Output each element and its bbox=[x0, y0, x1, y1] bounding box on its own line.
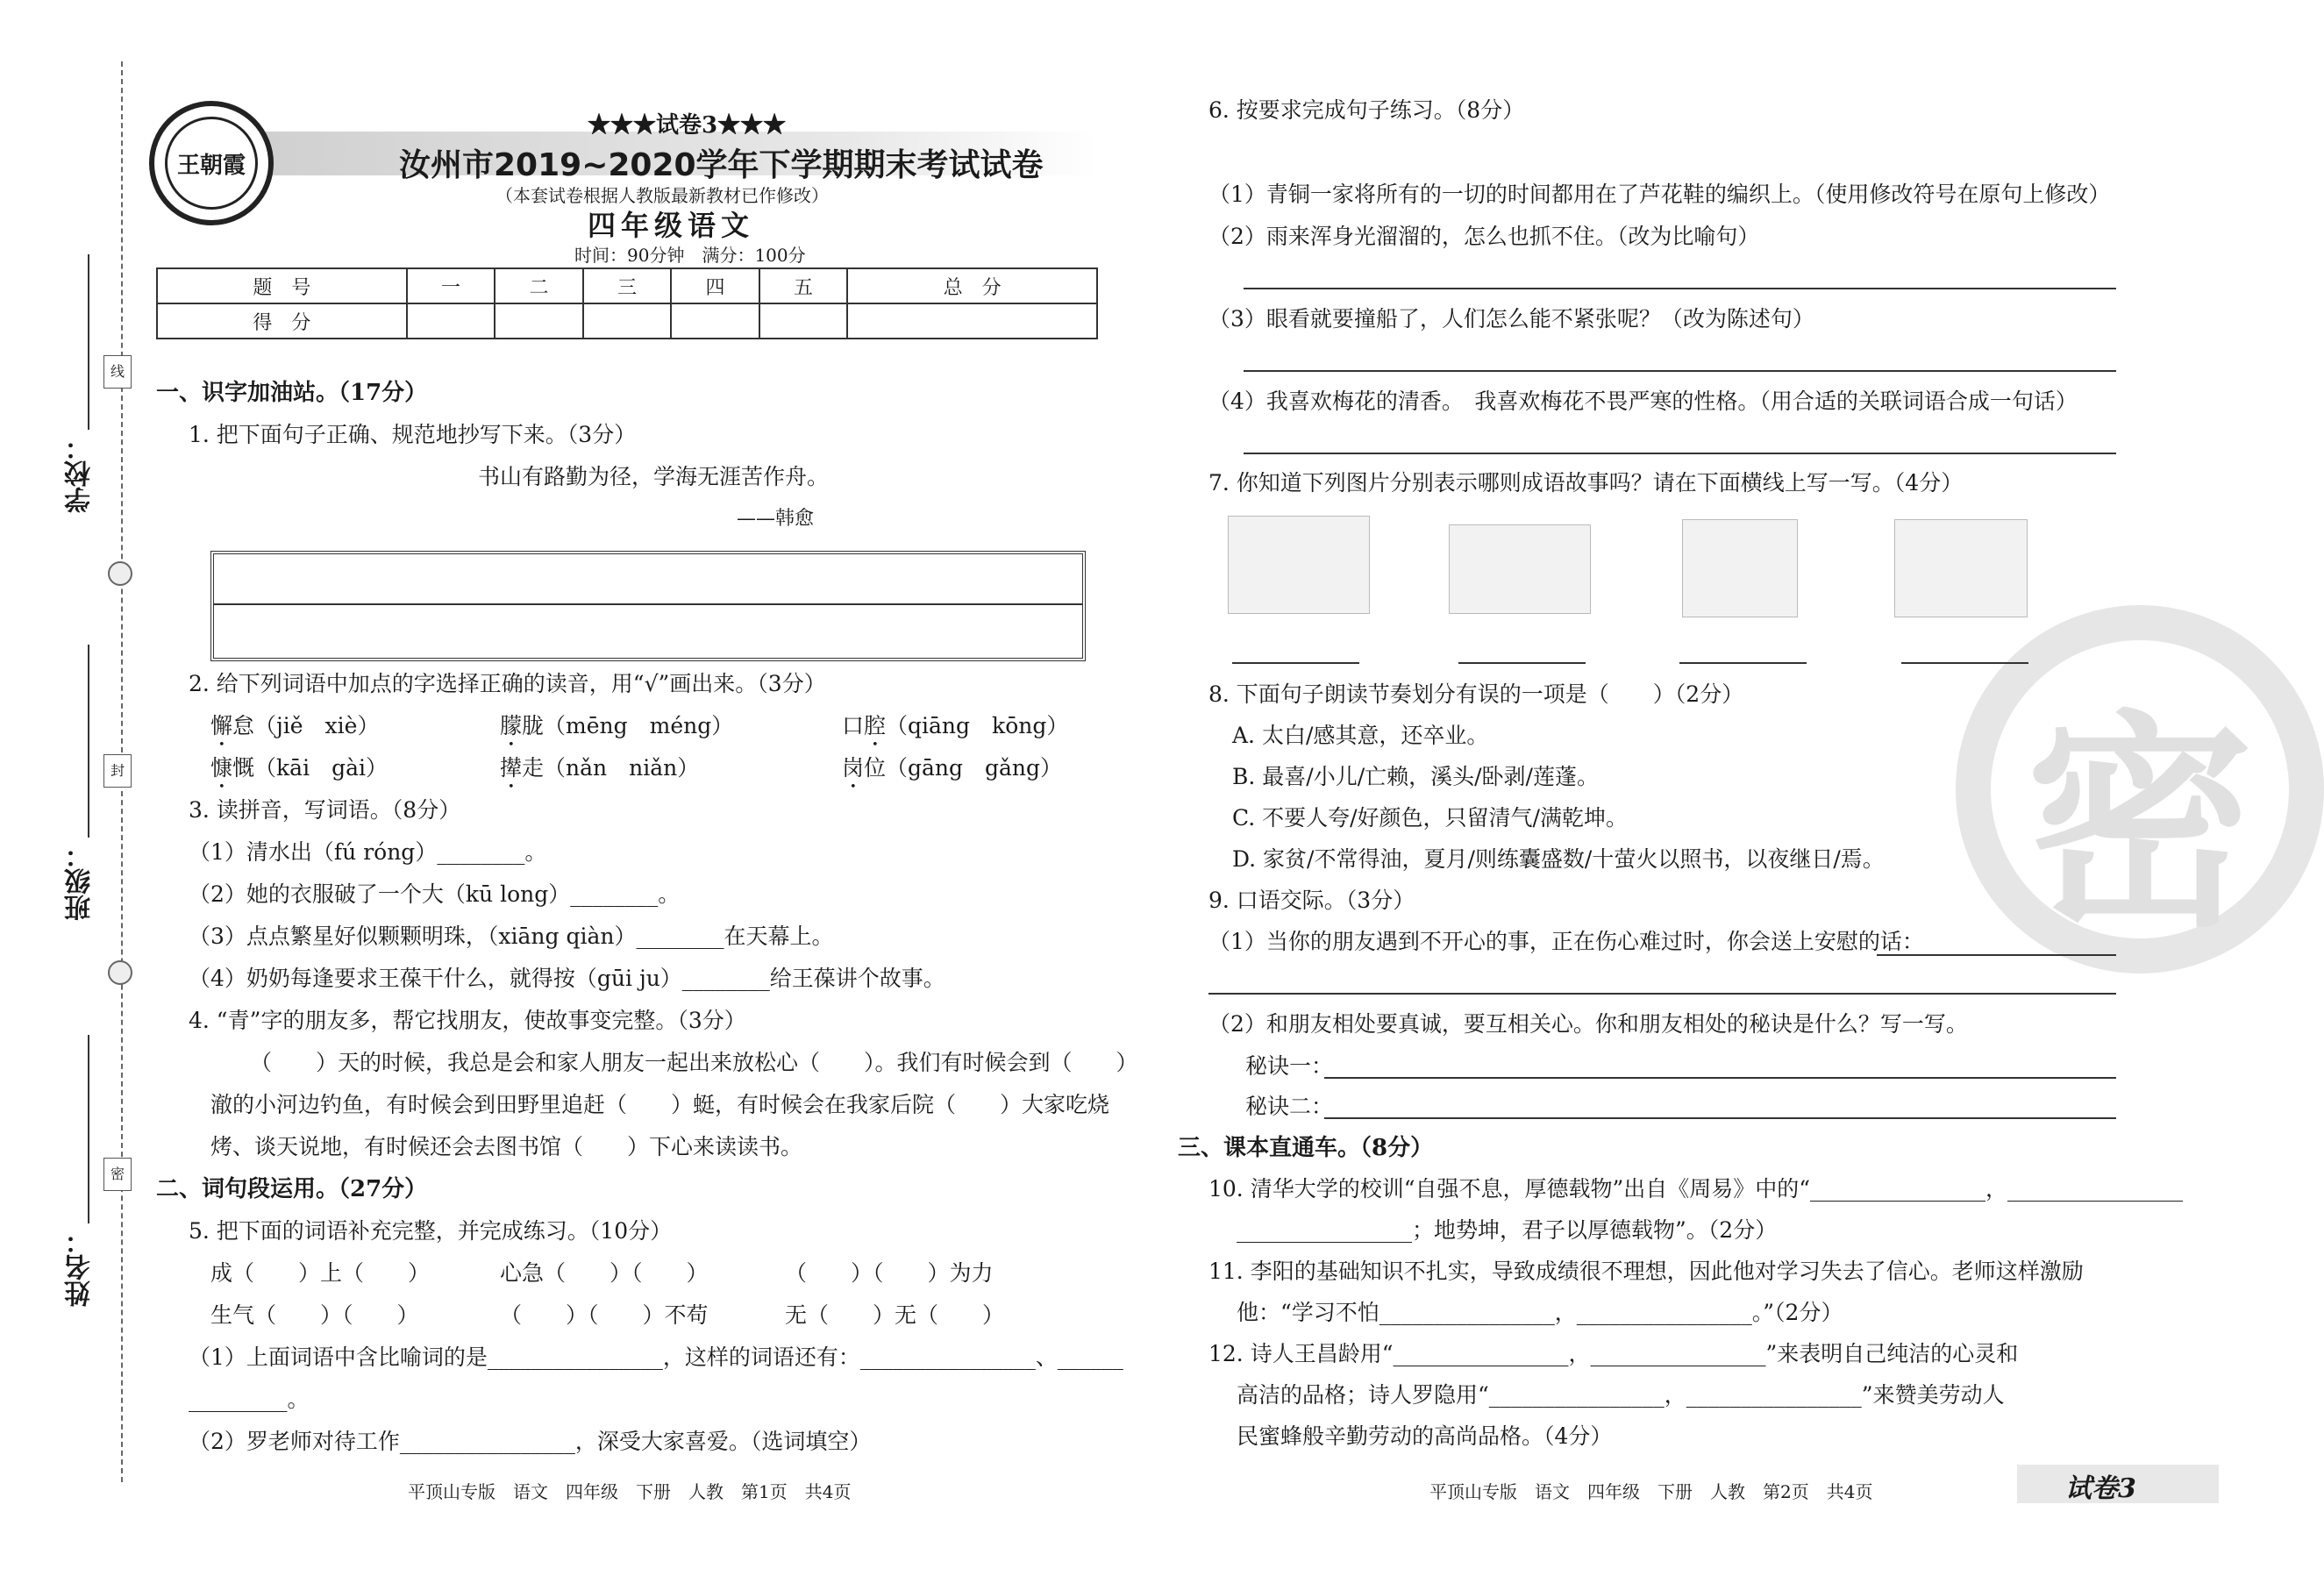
answer-line[interactable] bbox=[1324, 1077, 2116, 1079]
question-4-line[interactable]: 澈的小河边钓鱼，有时候会到田野里追赶（ ）蜓，有时候会在我家后院（ ）大家吃烧 bbox=[210, 1092, 1110, 1117]
question-9-part-2: （2）和朋友相处要真诚，要互相关心。你和朋友相处的秘诀是什么？写一写。 bbox=[1208, 1011, 1968, 1037]
option-b[interactable]: B. 最喜/小儿/亡赖，溪头/卧剥/莲蓬。 bbox=[1232, 764, 1599, 789]
edition-note: （本套试卷根据人教版最新教材已作修改） bbox=[495, 185, 829, 206]
footer-page-1: 平顶山专版 语文 四年级 下册 人教 第1页 共4页 bbox=[408, 1481, 852, 1502]
idiom-blank[interactable]: 成（ ）上（ ） bbox=[210, 1260, 431, 1286]
question-3-item[interactable]: （2）她的衣服破了一个大（kū long）________。 bbox=[189, 881, 681, 907]
school-field[interactable] bbox=[88, 254, 89, 430]
exam-title: 汝州市2019~2020学年下学期期末考试试卷 bbox=[399, 147, 1044, 183]
question-5-part-1-cont[interactable]: _________。 bbox=[189, 1387, 310, 1412]
section-1-title: 一、识字加油站。（17分） bbox=[156, 380, 428, 406]
idiom-picture-3 bbox=[1682, 519, 1798, 617]
answer-line[interactable] bbox=[1244, 453, 2116, 454]
score-input-cell[interactable] bbox=[759, 303, 848, 339]
question-6-part-2: （2）雨来浑身光溜溜的，怎么也抓不住。（改为比喻句） bbox=[1208, 224, 1760, 249]
question-11-cont[interactable]: 他：“学习不怕________________，________________。”（2分） bbox=[1237, 1300, 1843, 1325]
idiom-blank[interactable]: （ ）（ ）为力 bbox=[785, 1260, 994, 1286]
answer-line[interactable] bbox=[1232, 662, 1359, 664]
question-6-part-4: （4）我喜欢梅花的清香。 我喜欢梅花不畏严寒的性格。（用合适的关联词语合成一句话） bbox=[1208, 389, 2078, 414]
question-8: 8. 下面句子朗读节奏划分有误的一项是（ ）（2分） bbox=[1208, 681, 1744, 707]
paper-number: ★★★试卷3★★★ bbox=[588, 112, 787, 139]
question-3-item[interactable]: （3）点点繁星好似颗颗明珠，（xiāng qiàn）________在天幕上。 bbox=[189, 924, 834, 949]
question-5-part-2[interactable]: （2）罗老师对待工作________________，深受大家喜爱。（选词填空） bbox=[189, 1429, 872, 1454]
answer-line[interactable] bbox=[1324, 1117, 2116, 1119]
pinyin-item: 慷慨（kāi gài） bbox=[210, 755, 388, 781]
section-3-title: 三、课本直通车。（8分） bbox=[1178, 1135, 1434, 1161]
question-4: 4. “青”字的朋友多，帮它找朋友，使故事变完整。（3分） bbox=[189, 1008, 746, 1033]
footer-page-2: 平顶山专版 语文 四年级 下册 人教 第2页 共4页 bbox=[1429, 1481, 1873, 1502]
seal-mark-secret: 密 bbox=[103, 1158, 132, 1191]
school-label: 学校： bbox=[65, 434, 96, 513]
score-cell: 四 bbox=[671, 268, 759, 303]
question-1-text: 书山有路勤为径，学海无涯苦作舟。 bbox=[478, 464, 830, 489]
class-label: 班级： bbox=[65, 842, 96, 921]
question-3-item[interactable]: （1）清水出（fú róng）________。 bbox=[189, 839, 547, 865]
score-input-cell[interactable] bbox=[407, 303, 495, 339]
logo-text: 王朝霞 bbox=[165, 117, 258, 210]
publisher-logo bbox=[149, 101, 274, 225]
answer-line[interactable] bbox=[1877, 954, 2116, 956]
question-3-item[interactable]: （4）奶奶每逢要求王葆干什么，就得按（gūi ju）________给王葆讲个故事。 bbox=[189, 966, 945, 991]
question-1: 1. 把下面句子正确、规范地抄写下来。（3分） bbox=[189, 422, 637, 447]
answer-line[interactable] bbox=[1208, 993, 2116, 995]
section-2-title: 二、词句段运用。（27分） bbox=[156, 1176, 428, 1202]
answer-line[interactable] bbox=[1679, 662, 1807, 664]
binding-hole-icon bbox=[108, 561, 132, 586]
option-d[interactable]: D. 家贫/不常得油，夏月/则练囊盛数/十萤火以照书，以夜继日/焉。 bbox=[1232, 846, 1885, 872]
pinyin-item: 口腔（qiāng kōng） bbox=[842, 713, 1069, 738]
binding-hole-icon bbox=[108, 960, 132, 985]
idiom-blank[interactable]: 无（ ）无（ ） bbox=[785, 1302, 1005, 1328]
pinyin-item: 撵走（nǎn niǎn） bbox=[500, 755, 700, 781]
question-6: 6. 按要求完成句子练习。（8分） bbox=[1208, 97, 1525, 123]
secret-2-label: 秘诀二： bbox=[1245, 1094, 1334, 1119]
question-10[interactable]: 10. 清华大学的校训“自强不息，厚德载物”出自《周易》中的“________________，________________ bbox=[1208, 1176, 2184, 1202]
question-11: 11. 李阳的基础知识不扎实，导致成绩很不理想，因此他对学习失去了信心。老师这样激励 bbox=[1208, 1259, 2084, 1284]
score-input-cell[interactable] bbox=[583, 303, 672, 339]
option-a[interactable]: A. 太白/感其意，还卒业。 bbox=[1232, 723, 1489, 748]
idiom-picture-2 bbox=[1449, 524, 1591, 614]
question-12-cont[interactable]: 高洁的品格；诗人罗隐用“________________，________________”来赞美劳动人 bbox=[1237, 1382, 2005, 1408]
score-cell: 题 号 bbox=[157, 268, 407, 303]
score-input-cell[interactable] bbox=[847, 303, 1097, 339]
score-cell: 得 分 bbox=[157, 303, 407, 339]
score-table-score-row bbox=[157, 303, 1097, 339]
answer-line[interactable] bbox=[1458, 662, 1586, 664]
name-field[interactable] bbox=[88, 1035, 89, 1223]
paper-tag: 试卷3 bbox=[2065, 1473, 2136, 1504]
answer-line[interactable] bbox=[1244, 288, 2116, 289]
score-cell: 一 bbox=[407, 268, 495, 303]
score-input-cell[interactable] bbox=[495, 303, 583, 339]
option-c[interactable]: C. 不要人夸/好颜色，只留清气/满乾坤。 bbox=[1232, 805, 1628, 831]
question-12[interactable]: 12. 诗人王昌龄用“________________，________________”来表明自己纯洁的心灵和 bbox=[1208, 1341, 2019, 1366]
question-7: 7. 你知道下列图片分别表示哪则成语故事吗？请在下面横线上写一写。（4分） bbox=[1208, 470, 1964, 496]
question-5: 5. 把下面的词语补充完整，并完成练习。（10分） bbox=[189, 1218, 673, 1244]
question-1-author: ——韩愈 bbox=[737, 508, 815, 530]
class-field[interactable] bbox=[88, 645, 89, 838]
idiom-blank[interactable]: 生气（ ）（ ） bbox=[210, 1302, 419, 1328]
score-cell: 五 bbox=[759, 268, 848, 303]
score-cell: 二 bbox=[495, 268, 583, 303]
idiom-picture-1 bbox=[1228, 516, 1370, 614]
answer-line[interactable] bbox=[1244, 370, 2116, 372]
score-input-cell[interactable] bbox=[671, 303, 759, 339]
copy-writing-box[interactable] bbox=[210, 551, 1086, 661]
name-label: 姓名： bbox=[65, 1228, 96, 1307]
idiom-blank[interactable]: （ ）（ ）不苟 bbox=[500, 1302, 709, 1328]
seal-mark-line: 线 bbox=[103, 355, 132, 389]
question-12-end: 民蜜蜂般辛勤劳动的高尚品格。（4分） bbox=[1237, 1423, 1613, 1449]
pinyin-item: 懈怠（jiě xiè） bbox=[210, 713, 380, 738]
question-10-cont[interactable]: ________________；地势坤，君子以厚德载物”。（2分） bbox=[1237, 1217, 1778, 1243]
idiom-blank[interactable]: 心急（ ）（ ） bbox=[500, 1260, 709, 1286]
subject-title: 四年级语文 bbox=[588, 209, 755, 242]
question-4-line[interactable]: 烤、谈天说地，有时候还会去图书馆（ ）下心来读读书。 bbox=[210, 1134, 803, 1159]
score-cell: 三 bbox=[583, 268, 672, 303]
question-5-part-1[interactable]: （1）上面词语中含比喻词的是________________，这样的词语还有：________________、______ bbox=[189, 1344, 1123, 1370]
question-2: 2. 给下列词语中加点的字选择正确的读音，用“√”画出来。（3分） bbox=[189, 671, 826, 696]
question-3: 3. 读拼音，写词语。（8分） bbox=[189, 797, 461, 823]
score-table bbox=[156, 267, 1098, 339]
pinyin-item: 朦胧（mēng méng） bbox=[500, 713, 734, 738]
question-6-part-3: （3）眼看就要撞船了，人们怎么能不紧张呢？（改为陈述句） bbox=[1208, 306, 1814, 332]
question-6-part-1: （1）青铜一家将所有的一切的时间都用在了芦花鞋的编织上。（使用修改符号在原句上修改） bbox=[1208, 182, 2111, 207]
pinyin-item: 岗位（gāng gǎng） bbox=[842, 755, 1063, 781]
seal-mark-seal: 封 bbox=[103, 754, 132, 788]
question-9: 9. 口语交际。（3分） bbox=[1208, 888, 1415, 913]
score-table-header-row bbox=[157, 268, 1097, 303]
score-cell: 总 分 bbox=[847, 268, 1097, 303]
secret-1-label: 秘诀一： bbox=[1245, 1053, 1334, 1079]
question-9-part-1: （1）当你的朋友遇到不开心的事，正在伤心难过时，你会送上安慰的话： bbox=[1208, 929, 1924, 954]
answer-line[interactable] bbox=[1901, 662, 2028, 664]
time-score: 时间：90分钟 满分：100分 bbox=[574, 245, 806, 266]
secret-watermark-icon: 密 bbox=[1956, 605, 2324, 973]
question-4-line[interactable]: （ ）天的时候，我总是会和家人朋友一起出来放松心（ ）。我们有时候会到（ ） bbox=[250, 1050, 1138, 1075]
idiom-picture-4 bbox=[1894, 519, 2028, 617]
